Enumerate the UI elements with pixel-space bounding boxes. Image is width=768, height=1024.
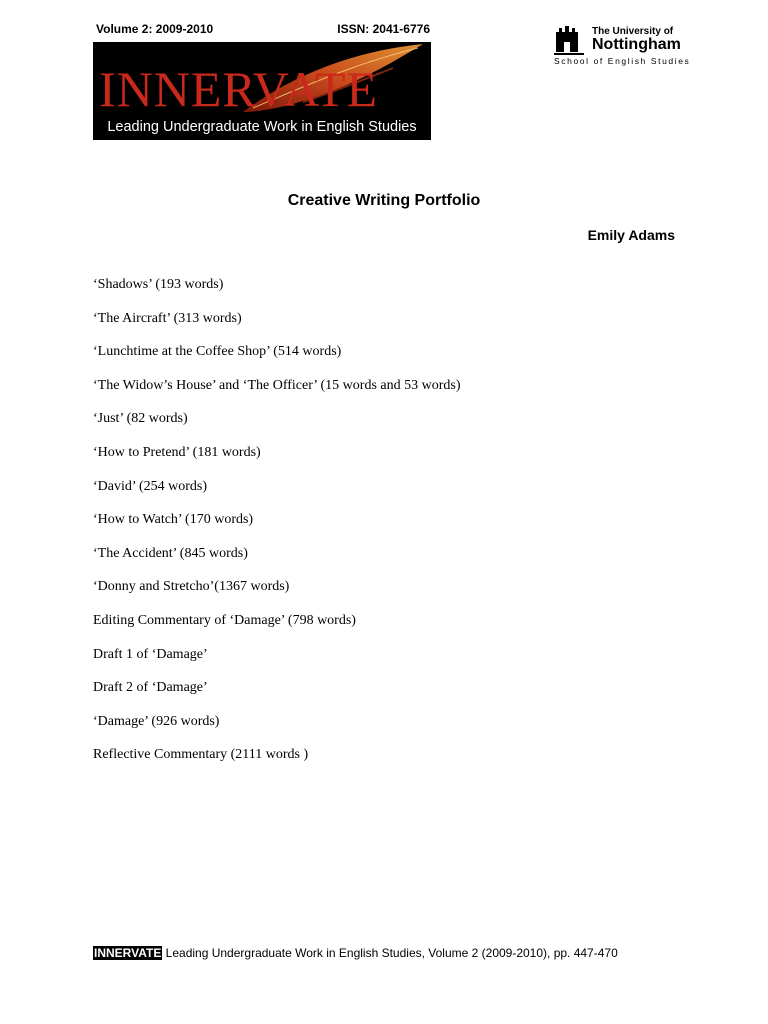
innervate-wordmark: INNERVATE bbox=[99, 61, 379, 117]
issn-label: ISSN: 2041-6776 bbox=[337, 22, 430, 36]
list-item: ‘Damage’ (926 words) bbox=[93, 713, 220, 729]
banner-tagline: Leading Undergraduate Work in English Studies bbox=[107, 119, 417, 135]
volume-label: Volume 2: 2009-2010 bbox=[96, 22, 214, 36]
university-name: Nottingham bbox=[592, 36, 681, 53]
list-item: ‘Shadows’ (193 words) bbox=[93, 277, 224, 292]
list-item: Draft 2 of ‘Damage’ bbox=[93, 680, 208, 696]
journal-header bbox=[96, 22, 430, 36]
list-item: ‘The Accident’ (845 words) bbox=[93, 545, 248, 561]
page-footer bbox=[93, 946, 618, 960]
list-item: ‘David’ (254 words) bbox=[93, 478, 208, 494]
castle-crest-icon bbox=[552, 22, 586, 56]
list-item: Editing Commentary of ‘Damage’ (798 words) bbox=[93, 612, 356, 628]
document-author: Emily Adams bbox=[587, 227, 675, 243]
list-item: ‘Lunchtime at the Coffee Shop’ (514 words) bbox=[93, 344, 342, 360]
footer-citation: Leading Undergraduate Work in English Studies, Volume 2 (2009-2010), pp. 447-470 bbox=[162, 946, 618, 960]
school-name: School of English Studies bbox=[554, 56, 691, 66]
list-item: ‘The Aircraft’ (313 words) bbox=[93, 310, 242, 326]
contents-list bbox=[93, 276, 461, 780]
list-item: Reflective Commentary (2111 words ) bbox=[93, 747, 309, 763]
innervate-banner bbox=[93, 42, 431, 140]
document-title: Creative Writing Portfolio bbox=[287, 192, 481, 209]
list-item: ‘How to Pretend’ (181 words) bbox=[93, 444, 261, 460]
university-line1: The University of bbox=[592, 26, 674, 37]
list-item: ‘How to Watch’ (170 words) bbox=[93, 512, 254, 528]
list-item: ‘Just’ (82 words) bbox=[93, 411, 188, 427]
list-item: ‘Donny and Stretcho’(1367 words) bbox=[93, 579, 290, 595]
footer-brand: INNERVATE bbox=[94, 946, 162, 960]
university-logo bbox=[552, 22, 691, 68]
list-item: Draft 1 of ‘Damage’ bbox=[93, 646, 208, 662]
list-item: ‘The Widow’s House’ and ‘The Officer’ (15 words and 53 words) bbox=[93, 377, 461, 393]
